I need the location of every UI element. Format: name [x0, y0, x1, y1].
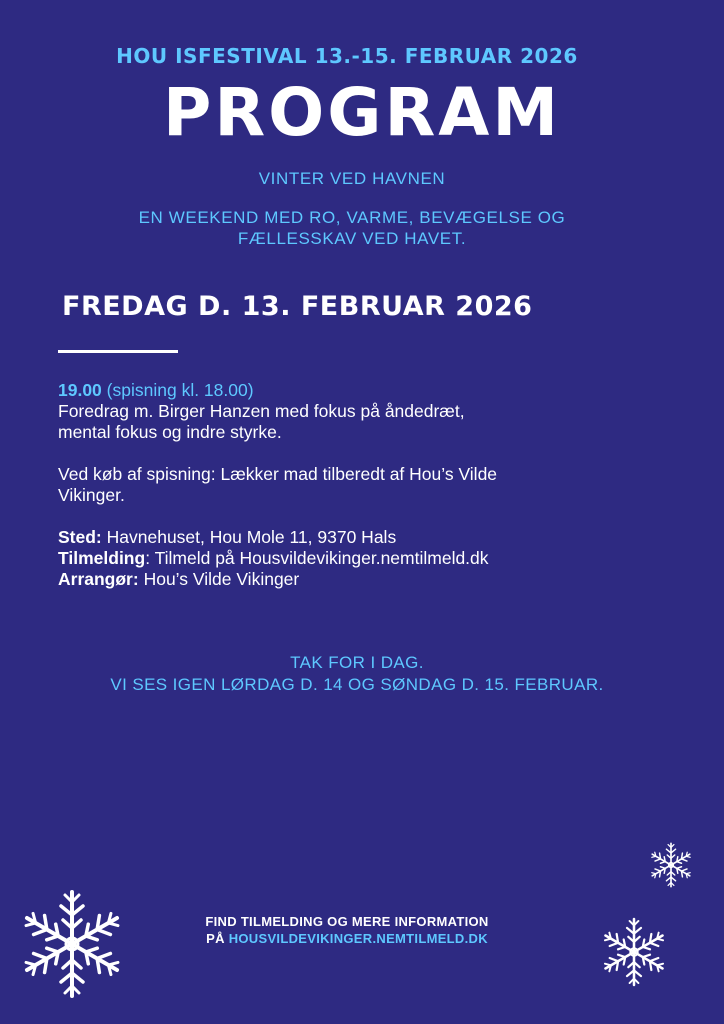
event-description-line-2: mental fokus og indre styrke.	[58, 422, 282, 442]
footer-line-1: FIND TILMELDING OG MERE INFORMATION	[205, 914, 489, 929]
event-details	[58, 380, 658, 590]
tagline-line-2: FÆLLESSKAV VED HAVET.	[237, 229, 467, 248]
food-info-line-1: Ved køb af spisning: Lækker mad tilberedt af Hou’s Vilde	[58, 464, 498, 484]
closing-line-1: TAK FOR I DAG.	[290, 653, 424, 672]
organizer-line	[58, 569, 658, 590]
signup-link[interactable]: HOUSVILDEVIKINGER.NEMTILMELD.DK	[228, 931, 488, 946]
place-line	[58, 527, 658, 548]
snowflake-icon	[646, 840, 696, 890]
signup-label: Tilmelding	[58, 548, 146, 568]
snowflake-icon	[12, 884, 132, 1004]
page-title: PROGRAM	[162, 74, 562, 151]
organizer-value: Hou’s Vilde Vikinger	[143, 569, 300, 589]
snowflake-icon	[596, 914, 672, 990]
day-heading: FREDAG D. 13. FEBRUAR 2026	[62, 291, 533, 322]
closing-message	[0, 652, 714, 696]
event-time-line	[58, 380, 658, 401]
place-value: Havnehuset, Hou Mole 11, 9370 Hals	[106, 527, 397, 547]
organizer-label: Arrangør:	[58, 569, 139, 589]
signup-value: : Tilmeld på Housvildevikinger.nemtilmeld.dk	[145, 548, 489, 568]
event-time-note: (spisning kl. 18.00)	[106, 380, 254, 400]
footer-prefix: PÅ	[206, 931, 229, 946]
tagline-line-1: EN WEEKEND MED RO, VARME, BEVÆGELSE OG	[138, 208, 566, 227]
festival-dates: HOU ISFESTIVAL 13.-15. FEBRUAR 2026	[116, 44, 578, 68]
tagline	[0, 207, 704, 249]
event-time: 19.00	[58, 380, 102, 400]
subtitle: VINTER VED HAVNEN	[258, 169, 446, 188]
food-info-line-2: Vikinger.	[58, 485, 125, 505]
signup-line	[58, 548, 658, 569]
divider	[58, 350, 178, 353]
closing-line-2: VI SES IGEN LØRDAG D. 14 OG SØNDAG D. 15. FEBRUAR.	[110, 675, 604, 694]
event-description-line-1: Foredrag m. Birger Hanzen med fokus på åndedræt,	[58, 401, 465, 421]
place-label: Sted:	[58, 527, 102, 547]
